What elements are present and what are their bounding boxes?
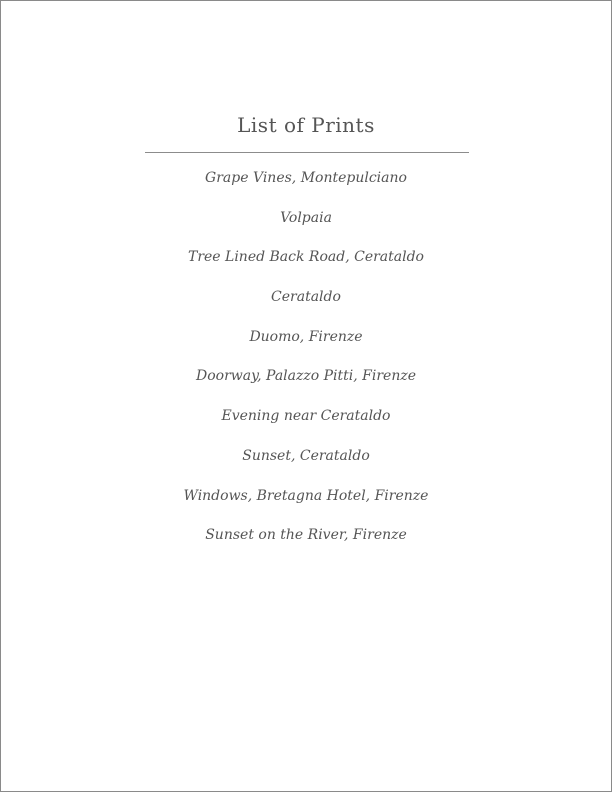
title-divider [145,152,469,153]
print-list-item: Volpaia [280,209,332,226]
print-list [1,167,611,564]
page-title: List of Prints [237,113,375,137]
print-list-item: Tree Lined Back Road, Cerataldo [187,249,424,266]
print-list-item: Doorway, Palazzo Pitti, Firenze [195,368,417,385]
print-list-item: Cerataldo [271,289,341,306]
print-list-item: Windows, Bretagna Hotel, Firenze [183,487,429,504]
print-list-item: Evening near Cerataldo [221,408,391,425]
print-list-item: Grape Vines, Montepulciano [205,170,407,186]
print-list-item: Duomo, Firenze [249,328,363,345]
print-list-item: Sunset, Cerataldo [242,447,370,464]
print-list-item: Sunset on the River, Firenze [205,527,407,544]
